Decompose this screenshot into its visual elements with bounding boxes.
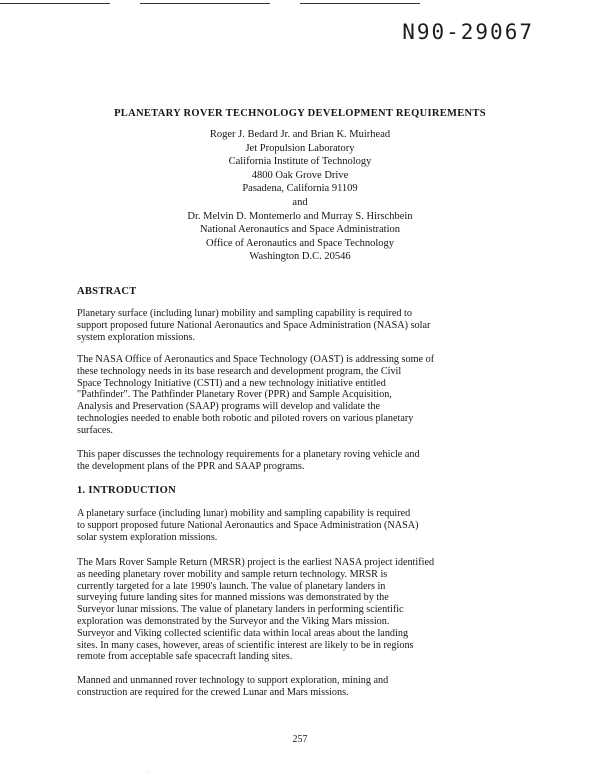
abstract-paragraph-1 (77, 308, 539, 343)
text-line: Analysis and Preservation (SAAP) programs will develop and validate the (77, 401, 381, 413)
author-line: 4800 Oak Grove Drive (251, 169, 349, 181)
author-line: Office of Aeronautics and Space Technology (205, 237, 395, 249)
text-line: The Mars Rover Sample Return (MRSR) project is the earliest NASA project identified (77, 557, 435, 568)
introduction-paragraph-2 (77, 557, 539, 663)
author-block (0, 128, 600, 264)
text-line: "Pathfinder". The Pathfinder Planetary Rover (PPR) and Sample Acquisition, (77, 389, 392, 401)
text-line: as needing planetary rover mobility and sample return technology. MRSR is (77, 568, 388, 580)
text-line: This paper discusses the technology requirements for a planetary roving vehicle and (77, 449, 420, 460)
text-line: technologies needed to enable both robotic and piloted rovers on various planetary (77, 412, 414, 424)
text-line: construction are required for the crewed Lunar and Mars missions. (77, 686, 349, 698)
scan-rule-left (0, 3, 110, 4)
text-line: surveying future landing sites for manned missions was demonstrated by the (77, 592, 389, 604)
author-line: California Institute of Technology (228, 156, 372, 168)
scan-rule-right (300, 3, 420, 4)
author-line: Jet Propulsion Laboratory (245, 142, 355, 154)
text-line: remote from acceptable safe spacecraft landing sites. (77, 651, 293, 663)
text-line: the development plans of the PPR and SAAP programs. (77, 460, 305, 472)
author-line: Washington D.C. 20546 (249, 251, 351, 263)
text-line: support proposed future National Aeronautics and Space Administration (NASA) solar (77, 319, 431, 331)
page-number: 257 (292, 734, 308, 745)
text-line: Planetary surface (including lunar) mobility and sampling capability is required to (77, 308, 412, 319)
introduction-heading: 1. INTRODUCTION (77, 485, 177, 496)
text-line: solar system exploration missions. (77, 531, 218, 543)
author-line: Dr. Melvin D. Montemerlo and Murray S. Hirschbein (187, 210, 413, 222)
scan-speck: · (148, 770, 150, 776)
abstract-paragraph-2 (77, 354, 539, 437)
text-line: Space Technology Initiative (CSTI) and a new technology initiative entitled (77, 377, 386, 389)
paper-title: PLANETARY ROVER TECHNOLOGY DEVELOPMENT REQUIREMENTS (114, 108, 486, 119)
text-line: Surveyor lunar missions. The value of planetary landers in performing scientific (77, 604, 404, 616)
text-line: A planetary surface (including lunar) mobility and sampling capability is required (77, 508, 411, 519)
text-line: Manned and unmanned rover technology to support exploration, mining and (77, 675, 389, 686)
abstract-heading: ABSTRACT (77, 286, 137, 297)
abstract-paragraph-3 (77, 449, 539, 473)
author-line: and (292, 196, 308, 208)
text-line: exploration was demonstrated by the Surveyor and the Viking Mars mission. (77, 615, 390, 627)
text-line: these technology needs in its base research and development program, the Civil (77, 365, 402, 377)
text-line: surfaces. (77, 424, 113, 436)
author-line: Pasadena, California 91109 (242, 183, 358, 195)
introduction-paragraph-3 (77, 675, 539, 699)
author-line: Roger J. Bedard Jr. and Brian K. Muirhead (209, 129, 391, 140)
text-line: sites. In many cases, however, areas of scientific interest are likely to be in regions (77, 639, 414, 651)
text-line: Surveyor and Viking collected scientific data within local areas about the landing (77, 627, 409, 639)
author-line: National Aeronautics and Space Administration (199, 224, 401, 236)
introduction-paragraph-1 (77, 508, 539, 543)
text-line: currently targeted for a late 1990's launch. The value of planetary landers in (77, 580, 386, 592)
scan-rule-middle (140, 3, 270, 4)
text-line: The NASA Office of Aeronautics and Space Technology (OAST) is addressing some of (77, 354, 435, 365)
document-number: N90-29067 (402, 20, 534, 44)
text-line: to support proposed future National Aeronautics and Space Administration (NASA) (77, 519, 419, 531)
text-line: system exploration missions. (77, 331, 196, 343)
